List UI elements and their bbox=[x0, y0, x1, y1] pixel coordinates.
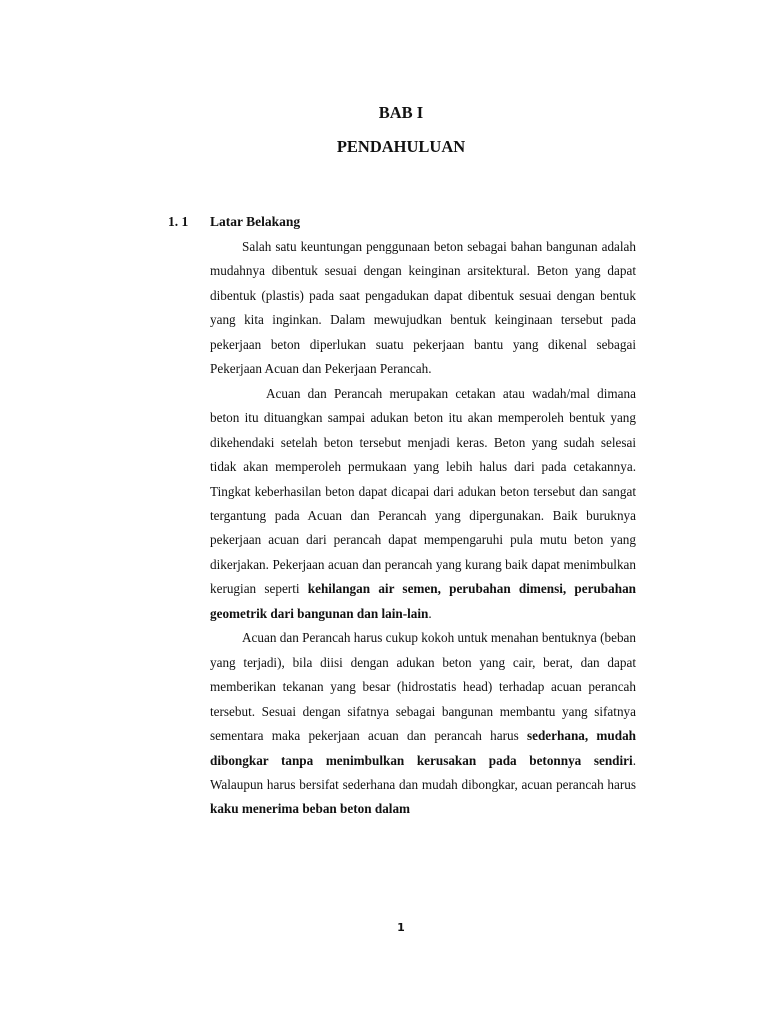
paragraph-run-bold: kaku menerima beban beton dalam bbox=[210, 801, 411, 817]
chapter-label: BAB I bbox=[378, 103, 424, 122]
paragraph-run: . Walaupun harus bersifat sederhana dan mudah dibongkar, acuan perancah harus bbox=[210, 752, 636, 792]
paragraph-run: . bbox=[428, 605, 432, 621]
body-text bbox=[210, 235, 636, 822]
paragraph-3 bbox=[210, 626, 636, 822]
paragraph-run: Salah satu keuntungan penggunaan beton sebagai bahan bangunan adalah mudahnya dibentuk sesuai dengan keinginan arsitektural. Beton yang dapat dibentuk (plastis) pada saat pengadukan dapat dibentuk sesuai dengan bentuk yang kita inginkan. Dalam mewujudkan bentuk keinginaan tersebut pada pekerjaan beton diperlukan suatu pekerjaan bantu yang dikenal sebagai Pekerjaan Acuan dan Pekerjaan Perancah. bbox=[210, 239, 636, 377]
paragraph-1 bbox=[210, 235, 636, 382]
paragraph-2 bbox=[210, 382, 636, 627]
section-title: Latar Belakang bbox=[210, 214, 301, 229]
paragraph-run: Acuan dan Perancah harus cukup kokoh untuk menahan bentuknya (beban yang terjadi), bila diisi dengan adukan beton yang cair, berat, dan dapat memberikan tekanan yang besar (hidrostatis head) terhadap acuan perancah tersebut. Sesuai dengan sifatnya sebagai bangunan membantu yang sifatnya sementara maka pekerjaan acuan dan perancah harus bbox=[210, 630, 636, 744]
chapter-title: PENDAHULUAN bbox=[336, 137, 466, 156]
paragraph-run-bold: sederhana, mudah dibongkar tanpa menimbulkan kerusakan pada betonnya sendiri bbox=[210, 728, 636, 768]
paragraph-run-bold: kehilangan air semen, perubahan dimensi, perubahan geometrik dari bangunan dan lain-lain bbox=[210, 581, 636, 621]
paragraph-run: Acuan dan Perancah merupakan cetakan atau wadah/mal dimana beton itu dituangkan sampai adukan beton itu akan memperoleh bentuk yang dikehendaki setelah beton tersebut menjadi keras. Beton yang sudah selesai tidak akan memperoleh permukaan yang lebih halus dari pada cetakannya. Tingkat keberhasilan beton dapat dicapai dari adukan beton tersebut dan sangat tergantung pada Acuan dan Perancah yang dipergunakan. Baik buruknya pekerjaan acuan dari perancah dapat mempengaruhi pula mutu beton yang dikerjakan. Pekerjaan acuan dan perancah yang kurang baik dapat menimbulkan kerugian seperti bbox=[210, 385, 636, 597]
section-number: 1. 1 bbox=[168, 214, 189, 229]
page-number: 1 bbox=[397, 921, 405, 934]
